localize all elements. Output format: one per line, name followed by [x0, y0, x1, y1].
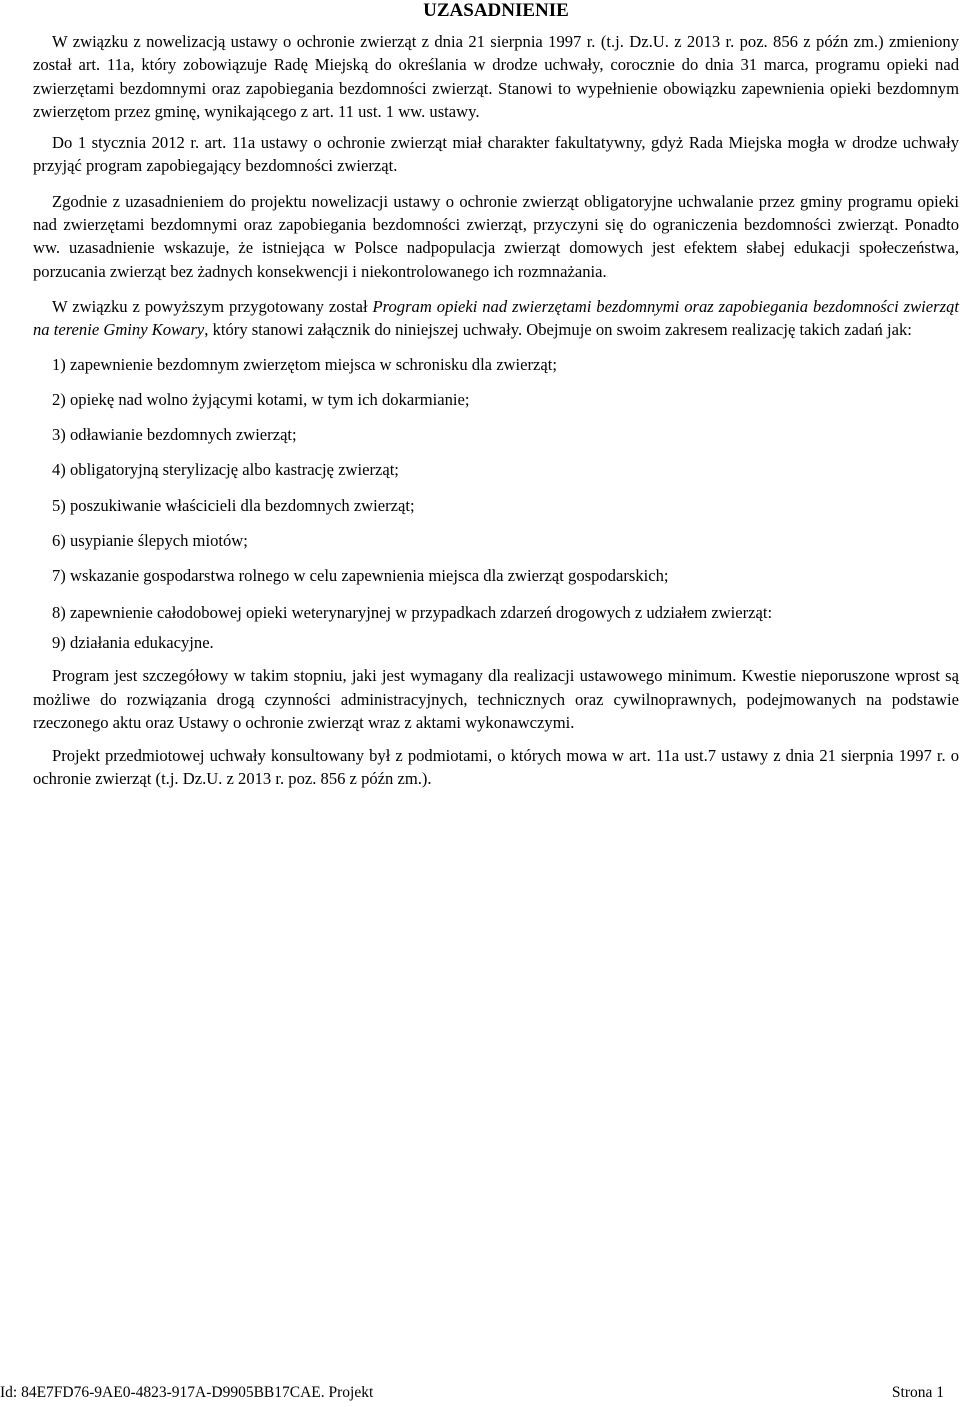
list-item: 6) usypianie ślepych miotów; [52, 531, 248, 551]
list-item: 2) opiekę nad wolno żyjącymi kotami, w tym ich dokarmianie; [52, 389, 470, 409]
task-list [33, 353, 959, 655]
paragraph-program-intro [33, 295, 959, 342]
document-page [33, 0, 959, 791]
paragraph-consultation: Projekt przedmiotowej uchwały konsultowany był z podmiotami, o których mowa w art. 11a ust.7 ustawy z dnia 21 sierpnia 1997 r. o ochronie zwierząt (t.j. Dz.U. z 2013 r. poz. 856 z późn zm.). [33, 746, 959, 789]
document-id: Id: 84E7FD76-9AE0-4823-917A-D9905BB17CAE. Projekt [0, 1384, 374, 1401]
list-item: 8) zapewnienie całodobowej opieki weterynaryjnej w przypadkach zdarzeń drogowych z udziałem zwierząt: [52, 602, 773, 622]
program-intro-start: W związku z powyższym przygotowany został [52, 296, 373, 316]
page-number: Strona 1 [891, 1384, 944, 1401]
list-item: 7) wskazanie gospodarstwa rolnego w celu zapewnienia miejsca dla zwierząt gospodarskich; [52, 566, 669, 586]
paragraph-history: Do 1 stycznia 2012 r. art. 11a ustawy o ochronie zwierząt miał charakter fakultatywny, gdyż Rada Miejska mogła w drodze uchwały przyjąć program zapobiegający bezdomności zwierząt. [33, 133, 959, 176]
paragraph-legal-basis: W związku z nowelizacją ustawy o ochronie zwierząt z dnia 21 sierpnia 1997 r. (t.j. Dz.U. z 2013 r. poz. 856 z późn zm.) zmieniony został art. 11a, który zobowiązuje Radę Miejską do określania w drodze uchwały, corocznie do dnia 31 marca, programu opieki nad zwierzętami bezdomnymi oraz zapobiegania bezdomności zwierząt. Stanowi to wypełnienie obowiązku zapewnienia opieki bezdomnym zwierzętom przez gminę, wynikającego z art. 11 ust. 1 ww. ustawy. [33, 32, 959, 121]
list-item: 5) poszukiwanie właścicieli dla bezdomnych zwierząt; [52, 495, 415, 515]
program-intro-end: , który stanowi załącznik do niniejszej uchwały. Obejmuje on swoim zakresem realizację takich zadań jak: [204, 320, 912, 340]
list-item: 3) odławianie bezdomnych zwierząt; [52, 425, 297, 445]
list-item: 1) zapewnienie bezdomnym zwierzętom miejsca w schronisku dla zwierząt; [52, 354, 557, 374]
list-item: 9) działania edukacyjne. [52, 632, 214, 652]
list-item: 4) obligatoryjną sterylizację albo kastrację zwierząt; [52, 460, 399, 480]
paragraph-program-scope: Program jest szczegółowy w takim stopniu, jaki jest wymagany dla realizacji ustawowego minimum. Kwestie nieporuszone wprost są możliwe do rozwiązania drogą czynności administracyjnych, technicznych oraz cywilnoprawnych, podejmowanych na podstawie rzeczonego aktu oraz Ustawy o ochronie zwierząt wraz z aktami wykonawczymi. [33, 666, 959, 732]
program-title: Program opieki nad zwierzętami bezdomnymi oraz zapobiegania bezdomności zwierząt na terenie Gminy Kowary [33, 296, 959, 340]
document-title: UZASADNIENIE [423, 0, 569, 21]
paragraph-justification: Zgodnie z uzasadnieniem do projektu nowelizacji ustawy o ochronie zwierząt obligatoryjne uchwalanie przez gminy programu opieki nad zwierzętami bezdomnymi oraz zapobiegania bezdomności zwierząt, przyczyni się do ograniczenia bezdomności zwierząt. Ponadto ww. uzasadnienie wskazuje, że istniejąca w Polsce nadpopulacja zwierząt domowych jest efektem słabej edukacji społeczeństwa, porzucania zwierząt bez żadnych konsekwencji i niekontrolowanego ich rozmnażania. [33, 191, 959, 281]
